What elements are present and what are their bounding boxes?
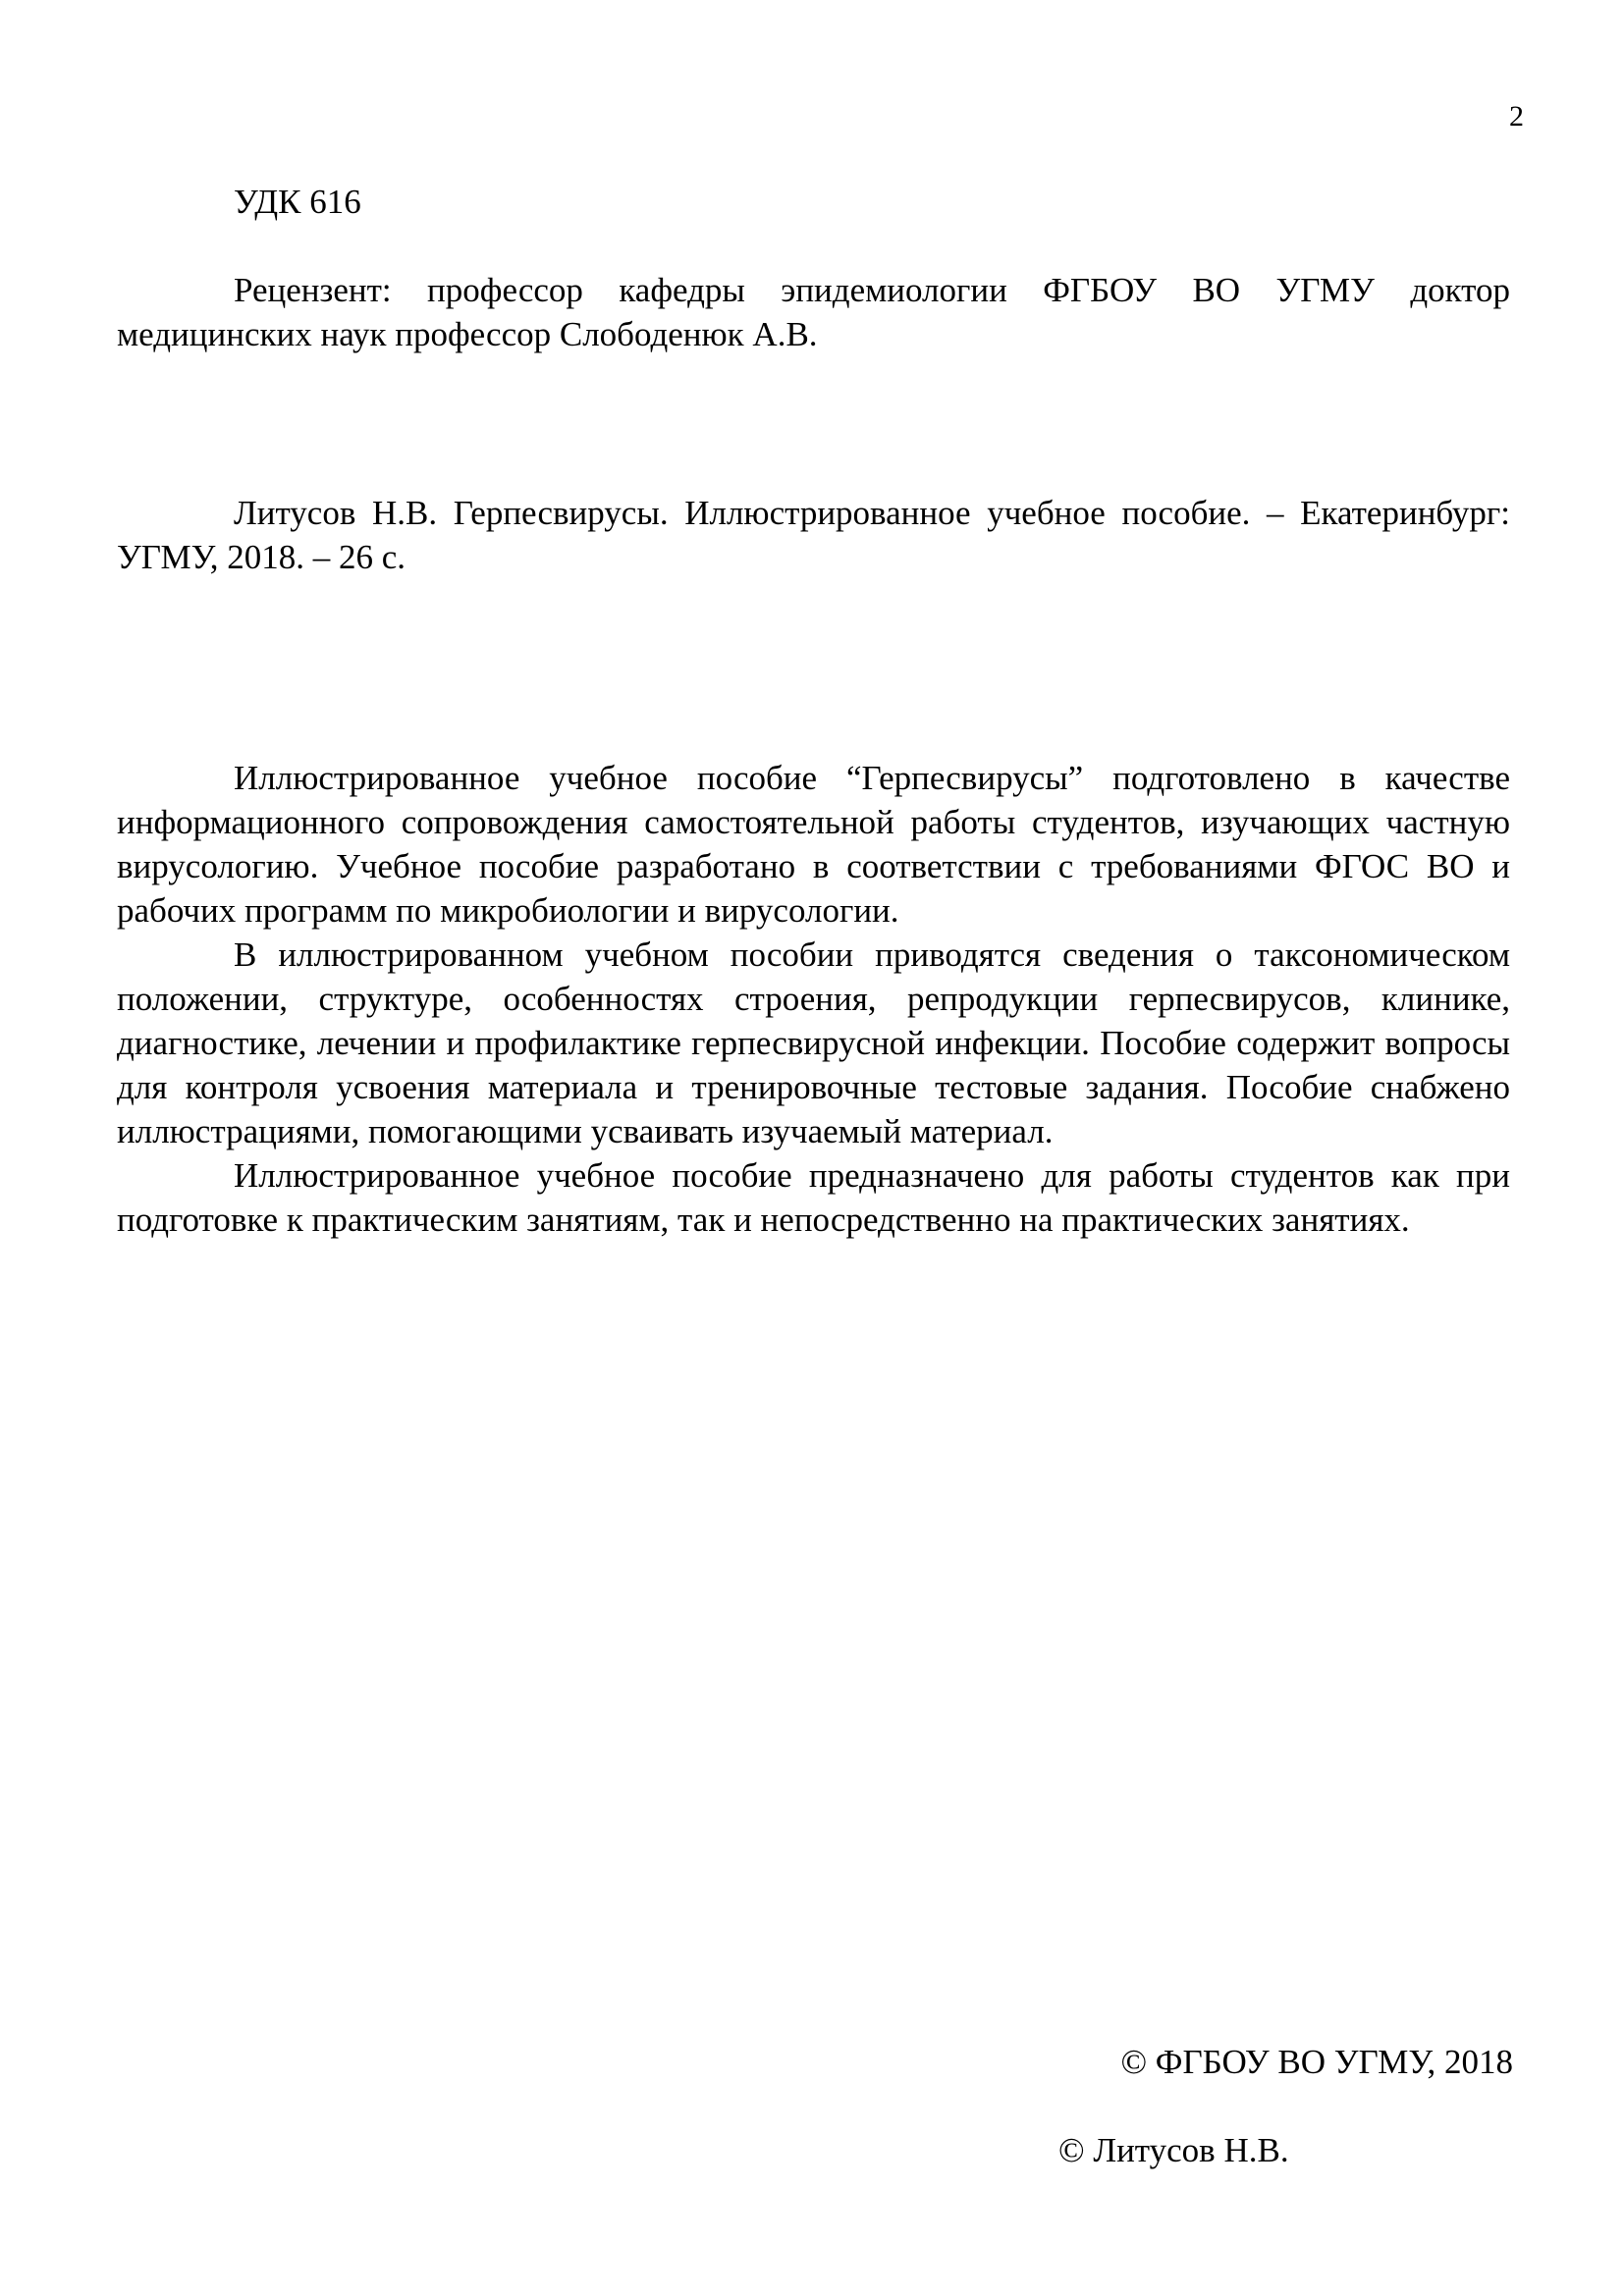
annotation-paragraph-3: Иллюстрированное учебное пособие предназначено для работы студентов как при подготовке к практическим занятиям, так и непосредственно на практических занятиях. [117,1156,1510,1239]
page-number: 2 [1509,100,1524,133]
udk-code: УДК 616 [234,183,361,221]
copyright-organization: © ФГБОУ ВО УГМУ, 2018 [1120,2043,1513,2081]
reviewer-paragraph: Рецензент: профессор кафедры эпидемиологии ФГБОУ ВО УГМУ доктор медицинских наук профессор Слободенюк А.В. [117,271,1510,353]
citation-paragraph: Литусов Н.В. Герпесвирусы. Иллюстрированное учебное пособие. – Екатеринбург: УГМУ, 2018. – 26 с. [117,494,1510,576]
copyright-author: © Литусов Н.В. [1058,2131,1289,2169]
annotation-paragraph-1: Иллюстрированное учебное пособие “Герпесвирусы” подготовлено в качестве информационного сопровождения самостоятельной работы студентов, изучающих частную вирусологию. Учебное пособие разработано в соответствии с требованиями ФГОС ВО и рабочих программ по микробиологии и вирусологии. [117,759,1510,930]
reviewer-info [117,268,1510,356]
bibliographic-citation [117,491,1510,579]
annotation [117,756,1510,1242]
annotation-paragraph-2: В иллюстрированном учебном пособии приводятся сведения о таксономическом положении, структуре, особенностях строения, репродукции герпесвирусов, клинике, диагностике, лечении и профилактике герпесвирусной инфекции. Пособие содержит вопросы для контроля усвоения материала и тренировочные тестовые задания. Пособие снабжено иллюстрациями, помогающими усваивать изучаемый материал. [117,935,1510,1150]
